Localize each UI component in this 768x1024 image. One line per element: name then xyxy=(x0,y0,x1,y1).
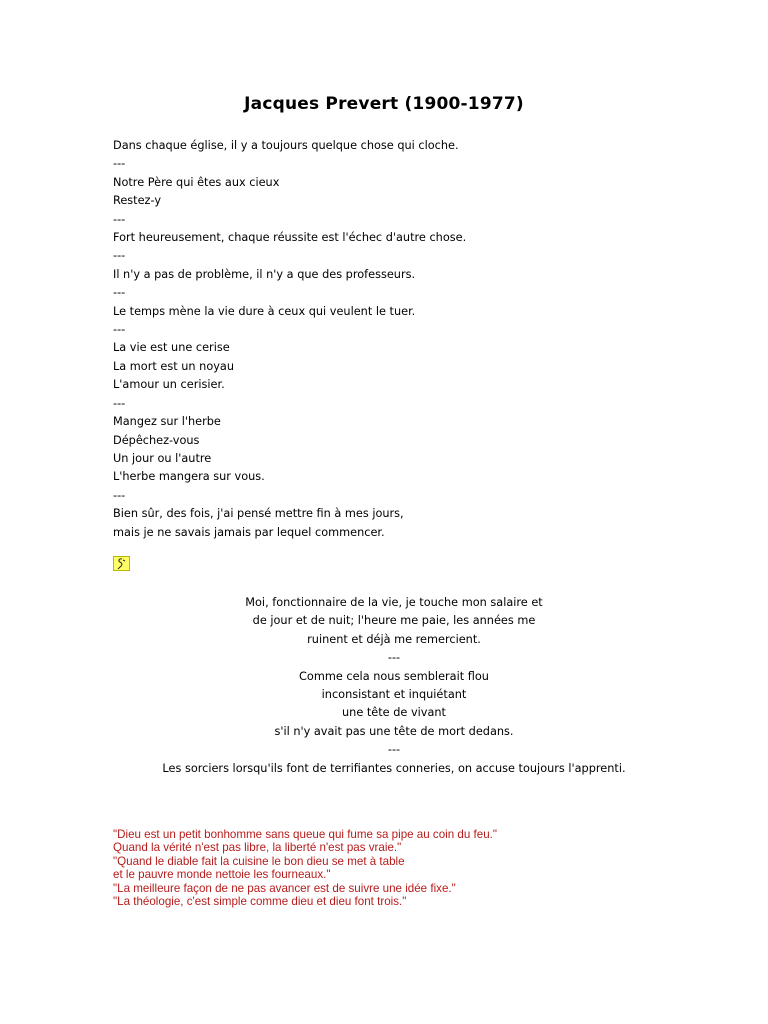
quote-line: "La théologie, c'est simple comme dieu et dieu font trois." xyxy=(113,895,407,909)
text-line: mais je ne savais jamais par lequel commencer. xyxy=(113,525,385,539)
separator: --- xyxy=(113,488,126,502)
text-line: La mort est un noyau xyxy=(113,359,234,373)
red-quotes-block xyxy=(113,828,713,908)
text-line: La vie est une cerise xyxy=(113,341,230,355)
text-line: Fort heureusement, chaque réussite est l'échec d'autre chose. xyxy=(113,231,467,245)
text-line: Dans chaque église, il y a toujours quelque chose qui cloche. xyxy=(113,139,459,152)
note-icon[interactable] xyxy=(113,556,130,571)
text-line: Il n'y a pas de problème, il n'y a que des professeurs. xyxy=(113,267,416,281)
text-line: Comme cela nous semblerait flou xyxy=(299,669,489,683)
text-line: Dépêchez-vous xyxy=(113,433,200,447)
quote-line: "Quand le diable fait la cuisine le bon dieu se met à table xyxy=(113,854,405,868)
text-line: Bien sûr, des fois, j'ai pensé mettre fin à mes jours, xyxy=(113,507,404,521)
separator: --- xyxy=(113,212,126,226)
poem-block xyxy=(0,594,768,778)
aphorisms-block xyxy=(113,137,673,542)
separator: --- xyxy=(387,743,401,757)
text-line: L'herbe mangera sur vous. xyxy=(113,470,265,484)
text-line: Notre Père qui êtes aux cieux xyxy=(113,175,280,189)
text-line: Restez-y xyxy=(113,194,162,208)
quote-line: "La meilleure façon de ne pas avancer est de suivre une idée fixe." xyxy=(113,881,456,895)
separator: --- xyxy=(113,286,126,300)
text-line: ruinent et déjà me remercient. xyxy=(307,632,481,646)
quote-line: et le pauvre monde nettoie les fourneaux." xyxy=(113,868,331,882)
separator: --- xyxy=(113,396,126,410)
page-title: Jacques Prevert (1900-1977) xyxy=(244,94,524,114)
text-line: Le temps mène la vie dure à ceux qui veulent le tuer. xyxy=(113,304,416,318)
text-line: une tête de vivant xyxy=(342,706,446,720)
note-glyph-icon xyxy=(114,557,129,570)
text-line: inconsistant et inquiétant xyxy=(321,688,467,702)
text-line: Les sorciers lorsqu'ils font de terrifiantes conneries, on accuse toujours l'apprenti. xyxy=(162,761,626,775)
text-line: L'amour un cerisier. xyxy=(113,378,225,392)
separator: --- xyxy=(113,323,126,337)
text-line: Un jour ou l'autre xyxy=(113,451,212,465)
separator: --- xyxy=(387,651,401,665)
quote-line: "Dieu est un petit bonhomme sans queue qui fume sa pipe au coin du feu." xyxy=(113,828,497,841)
text-line: Mangez sur l'herbe xyxy=(113,415,221,429)
text-line: s'il n'y avait pas une tête de mort dedans. xyxy=(274,724,514,738)
text-line: Moi, fonctionnaire de la vie, je touche mon salaire et xyxy=(245,596,543,609)
quote-line: Quand la vérité n'est pas libre, la liberté n'est pas vraie." xyxy=(113,841,402,855)
text-line: de jour et de nuit; l'heure me paie, les années me xyxy=(252,614,536,628)
separator: --- xyxy=(113,249,126,263)
separator: --- xyxy=(113,157,126,171)
